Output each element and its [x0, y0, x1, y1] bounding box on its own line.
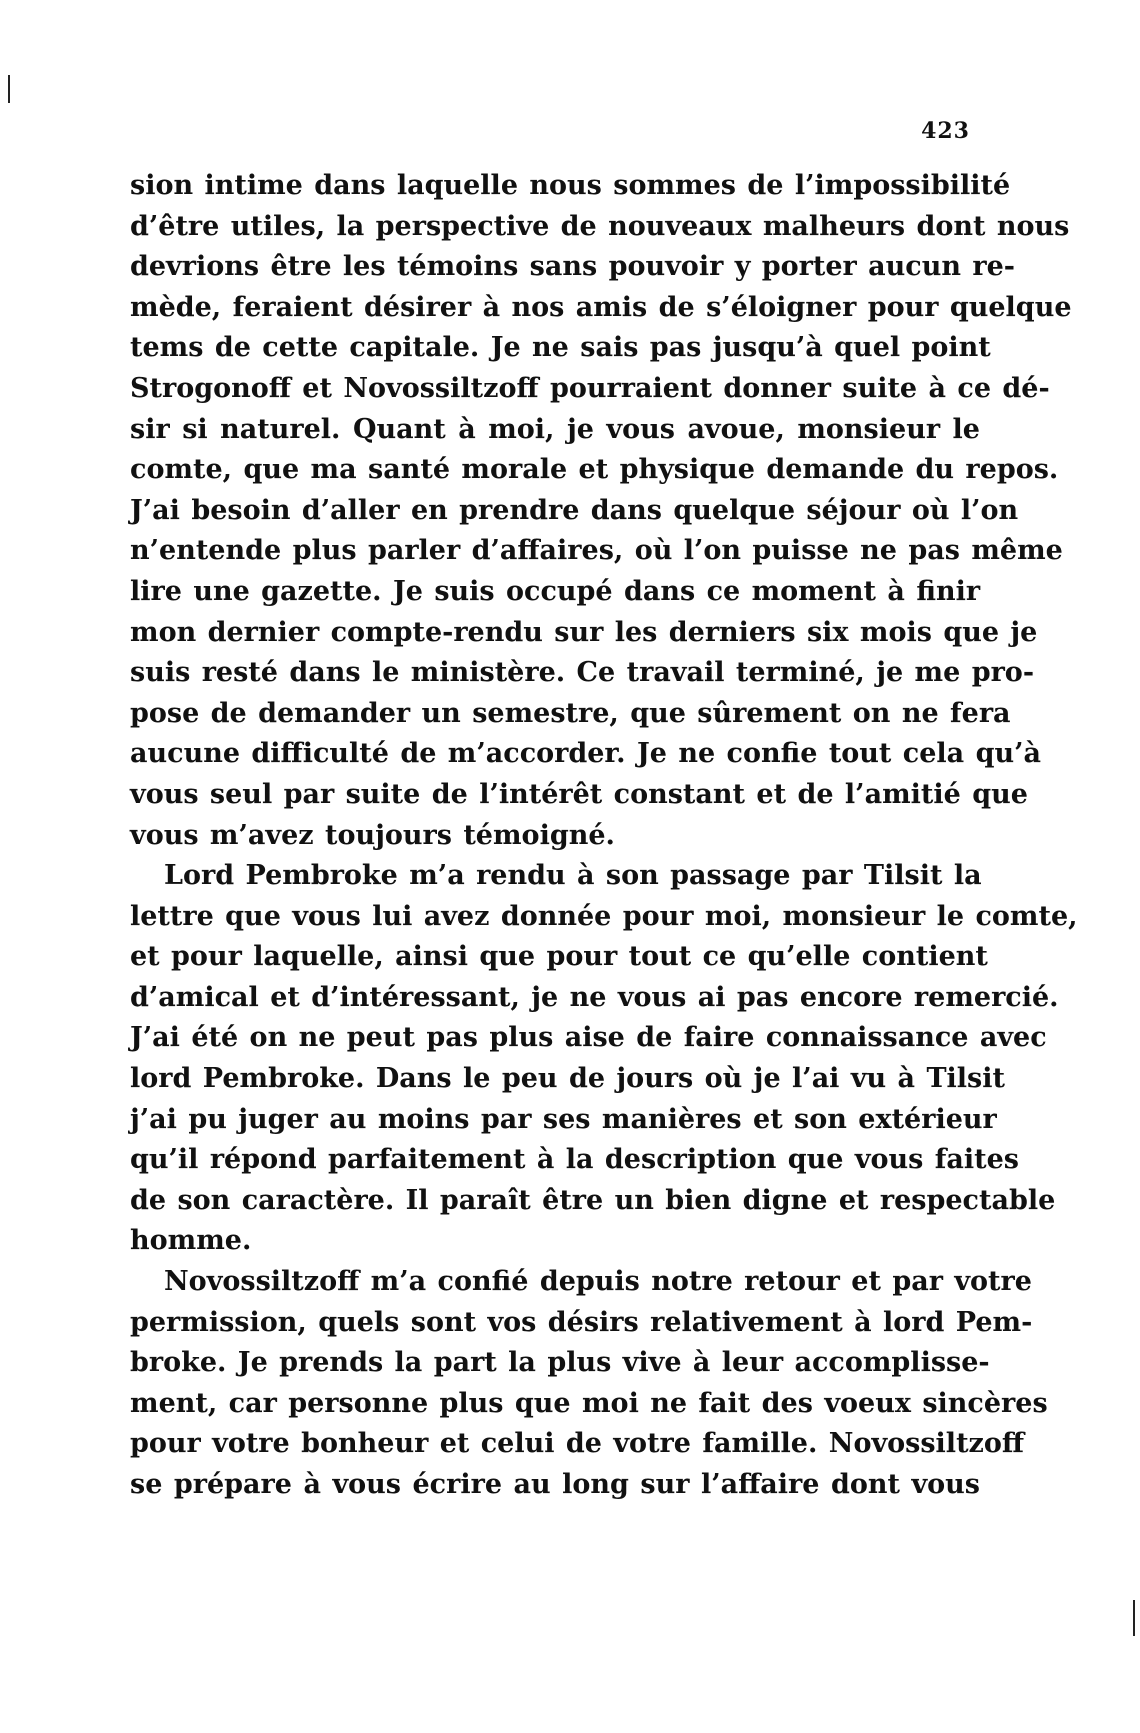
text-line: suis resté dans le ministère. Ce travail terminé, je me pro-	[130, 657, 1035, 689]
paragraph	[130, 856, 1078, 1262]
text-line: comte, que ma santé morale et physique demande du repos.	[130, 454, 1059, 486]
text-line: sir si naturel. Quant à moi, je vous avoue, monsieur le	[130, 413, 980, 445]
text-line: J’ai été on ne peut pas plus aise de faire connaissance avec	[130, 1022, 1047, 1054]
text-line: tems de cette capitale. Je ne sais pas jusqu’à quel point	[130, 332, 991, 364]
paragraph	[130, 1262, 1048, 1506]
text-line: qu’il répond parfaitement à la description que vous faites	[130, 1144, 1019, 1176]
text-line: vous seul par suite de l’intérêt constant et de l’amitié que	[130, 778, 1028, 810]
text-line: n’entende plus parler d’affaires, où l’on puisse ne pas même	[130, 535, 1063, 567]
text-line: lord Pembroke. Dans le peu de jours où je l’ai vu à Tilsit	[130, 1063, 1005, 1095]
text-line: vous m’avez toujours témoigné.	[130, 819, 615, 851]
text-line: homme.	[130, 1225, 252, 1257]
text-line: et pour laquelle, ainsi que pour tout ce qu’elle contient	[130, 941, 988, 973]
text-line: ment, car personne plus que moi ne fait des voeux sincères	[130, 1387, 1048, 1419]
text-line: lire une gazette. Je suis occupé dans ce moment à finir	[130, 575, 981, 607]
text-line: J’ai besoin d’aller en prendre dans quelque séjour où l’on	[130, 494, 1019, 526]
text-line: pour votre bonheur et celui de votre famille. Novossiltzoff	[130, 1428, 1025, 1460]
text-line: mède, feraient désirer à nos amis de s’éloigner pour quelque	[130, 291, 1072, 323]
text-line: pose de demander un semestre, que sûrement on ne fera	[130, 697, 1011, 729]
text-line: se prépare à vous écrire au long sur l’affaire dont vous	[130, 1469, 980, 1500]
text-line: broke. Je prends la part la plus vive à leur accomplisse-	[130, 1347, 990, 1379]
text-line: Lord Pembroke m’a rendu à son passage par Tilsit la	[164, 860, 982, 892]
text-line: d’amical et d’intéressant, je ne vous ai pas encore remercié.	[130, 981, 1059, 1013]
text-line: sion intime dans laquelle nous sommes de l’impossibilité	[130, 170, 1011, 201]
document-body	[130, 166, 1078, 1506]
text-line: lettre que vous lui avez donnée pour moi, monsieur le comte,	[130, 900, 1078, 932]
text-line: Novossiltzoff m’a confié depuis notre retour et par votre	[164, 1266, 1032, 1298]
text-line: de son caractère. Il paraît être un bien digne et respectable	[130, 1184, 1056, 1216]
paragraph	[130, 166, 1072, 856]
text-line: permission, quels sont vos désirs relativement à lord Pem-	[130, 1306, 1033, 1338]
text-line: d’être utiles, la perspective de nouveaux malheurs dont nous	[130, 210, 1070, 242]
scan-edge-mark	[8, 75, 10, 103]
page-number: 423	[921, 118, 970, 144]
text-line: j’ai pu juger au moins par ses manières et son extérieur	[130, 1103, 997, 1135]
text-line: Strogonoff et Novossiltzoff pourraient donner suite à ce dé-	[130, 372, 1050, 404]
scan-edge-mark-right	[1133, 1600, 1135, 1636]
text-line: aucune difficulté de m’accorder. Je ne confie tout cela qu’à	[130, 738, 1041, 770]
text-line: devrions être les témoins sans pouvoir y porter aucun re-	[130, 251, 1016, 283]
text-line: mon dernier compte-rendu sur les derniers six mois que je	[130, 616, 1038, 648]
